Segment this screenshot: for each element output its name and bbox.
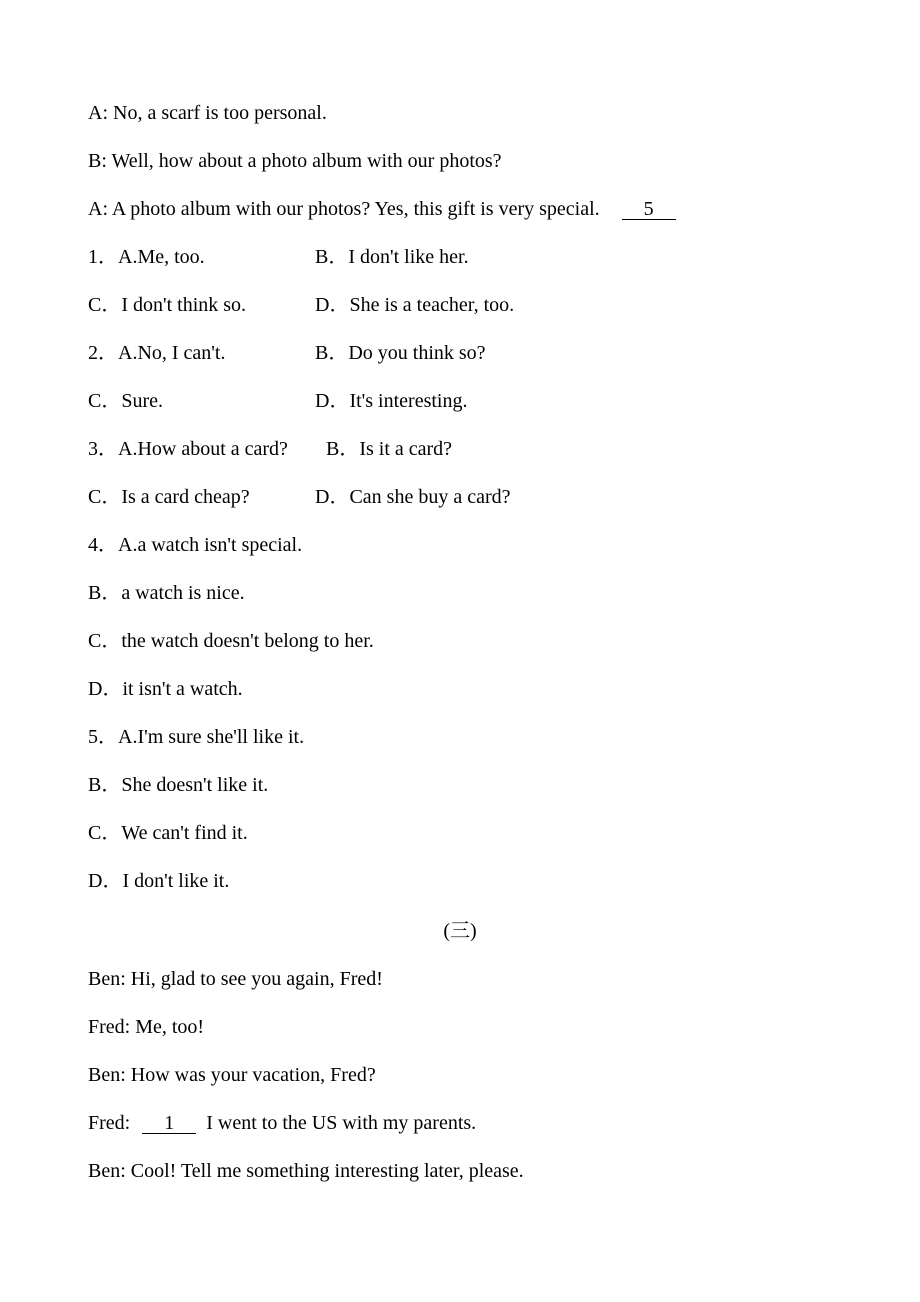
option-5c: C．We can't find it.	[88, 822, 248, 844]
dialogue-line-text: A: A photo album with our photos? Yes, this gift is very special.	[88, 198, 600, 220]
dialogue-line: Fred: Me, too!	[88, 1016, 205, 1038]
dialogue-line	[88, 1111, 476, 1135]
option-2d: D．It's interesting.	[315, 390, 468, 412]
option-3a: 3．A.How about a card?	[88, 438, 288, 460]
dialogue-line	[88, 197, 676, 221]
option-5d: D．I don't like it.	[88, 870, 230, 892]
section-heading: (三)	[443, 920, 477, 942]
option-4b: B．a watch is nice.	[88, 582, 245, 604]
option-5b: B．She doesn't like it.	[88, 774, 269, 796]
option-4c: C．the watch doesn't belong to her.	[88, 630, 374, 652]
option-3d: D．Can she buy a card?	[315, 486, 511, 508]
dialogue-line: Ben: Cool! Tell me something interesting later, please.	[88, 1160, 524, 1182]
dialogue-line: Ben: Hi, glad to see you again, Fred!	[88, 968, 383, 990]
option-3b: B．Is it a card?	[326, 438, 453, 460]
option-2c: C．Sure.	[88, 390, 163, 412]
option-1c: C．I don't think so.	[88, 294, 247, 316]
dialogue-line: Ben: How was your vacation, Fred?	[88, 1064, 376, 1086]
dialogue-line: A: No, a scarf is too personal.	[88, 102, 327, 124]
option-3c: C．Is a card cheap?	[88, 486, 250, 508]
option-5a: 5．A.I'm sure she'll like it.	[88, 726, 305, 748]
speaker-label: Fred:	[88, 1112, 131, 1134]
option-4a: 4．A.a watch isn't special.	[88, 534, 303, 556]
option-2b: B．Do you think so?	[315, 342, 486, 364]
answer-blank: 5	[622, 199, 676, 220]
option-4d: D．it isn't a watch.	[88, 678, 243, 700]
option-1a: 1．A.Me, too.	[88, 246, 205, 268]
option-1b: B．I don't like her.	[315, 246, 469, 268]
answer-blank: 1	[142, 1113, 196, 1134]
dialogue-line-text: I went to the US with my parents.	[206, 1112, 477, 1134]
dialogue-line: B: Well, how about a photo album with our photos?	[88, 150, 502, 172]
option-1d: D．She is a teacher, too.	[315, 294, 515, 316]
option-2a: 2．A.No, I can't.	[88, 342, 226, 364]
